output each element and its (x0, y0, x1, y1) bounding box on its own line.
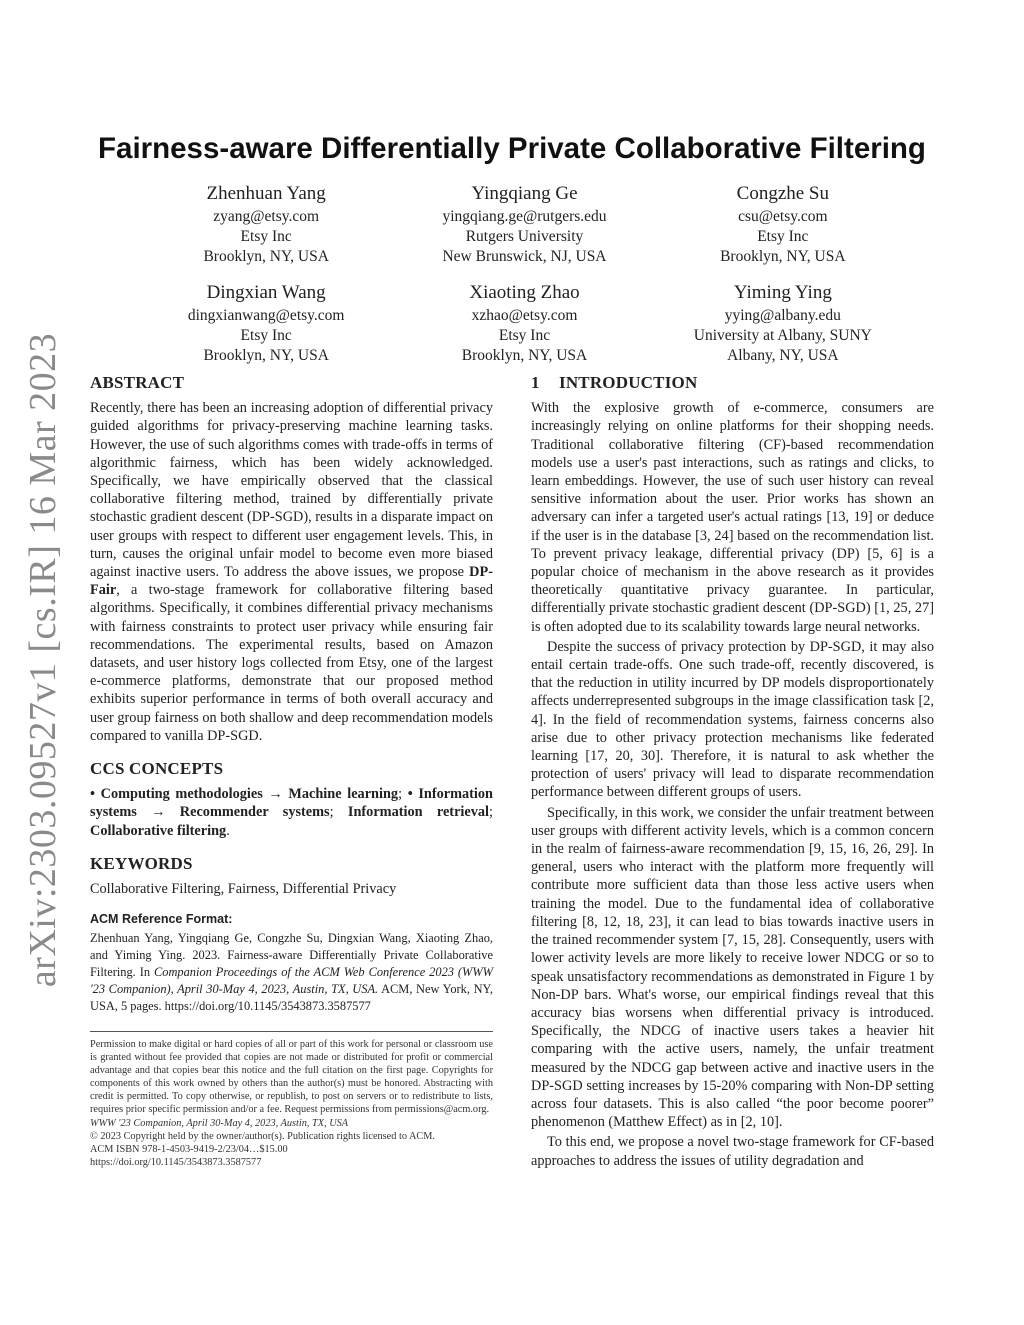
method-name: DP-Fair (90, 564, 493, 599)
ccs-separator: ; (398, 786, 408, 803)
author-affiliation: Etsy Inc (240, 327, 292, 344)
paper-title: Fairness-aware Differentially Private Collaborative Filtering (98, 132, 926, 165)
author-affiliation: Rutgers University (465, 228, 584, 245)
author-card (395, 281, 653, 366)
intro-paragraph: To this end, we propose a novel two-stage framework for CF-based approaches to address the issues of utility degradation and (531, 1134, 934, 1169)
author-card (654, 281, 912, 366)
ccs-concept: • Information systems → Recommender systems (90, 786, 493, 821)
author-affiliation: University at Albany, SUNY (693, 327, 872, 344)
ccs-end: . (226, 822, 230, 839)
acm-ref-venue: Companion Proceedings of the ACM Web Conference 2023 (WWW '23 Companion), April 30-May 4, 2023, Austin, TX, USA. (90, 965, 493, 997)
author-name: Dingxian Wang (206, 282, 326, 303)
author-name: Congzhe Su (736, 183, 829, 204)
acm-ref-heading: ACM Reference Format: (90, 912, 233, 927)
author-card (654, 182, 912, 267)
author-card (137, 281, 395, 366)
doi-line: https://doi.org/10.1145/3543873.3587577 (90, 1156, 262, 1168)
ccs-heading: CCS CONCEPTS (90, 759, 224, 779)
arxiv-stamp: arXiv:2303.09527v1 [cs.IR] 16 Mar 2023 (22, 332, 64, 988)
author-name: Yiming Ying (733, 282, 832, 303)
keywords-heading: KEYWORDS (90, 853, 193, 873)
section-number: 1 (531, 373, 540, 392)
author-card (395, 182, 653, 267)
author-email: xzhao@etsy.com (471, 307, 578, 324)
left-column (90, 374, 493, 1015)
intro-paragraph: With the explosive growth of e-commerce, consumers are increasingly relying on online platforms for their shopping needs. Traditional collaborative filtering (CF)-based recommendation models use a user's past interactions, such as ratings and clicks, to learn embeddings. However, the use of such user history can reveal sensitive information about the user. Prior works has shown an adversary can infer a targeted user's actual ratings [13, 19] or deduce if the user is in the database [3, 24] based on the recommendation list. To prevent privacy leakage, differential privacy (DP) [5, 6] is a popular choice of mechanism in the above research as it provides theoretically quantitative privacy guarantee. In particular, differentially private stochastic gradient descent (DP-SGD) [1, 25, 27] is often adopted due to its scalability towards large neural networks. (531, 400, 934, 635)
ccs-separator: ; (329, 804, 348, 821)
author-location: New Brunswick, NJ, USA (442, 248, 607, 265)
author-name: Yingqiang Ge (471, 183, 578, 204)
author-name: Zhenhuan Yang (206, 183, 326, 204)
author-affiliation: Etsy Inc (757, 228, 809, 245)
intro-paragraph: Despite the success of privacy protection by DP-SGD, it may also entail certain trade-offs. One such trade-off, recently discovered, is that the reduction in utility incurred by DP models disproportionately affects underrepresented subgroups in the image classification task [2, 4]. In the field of recommendation systems, fairness concerns also arise due to other privacy protection mechanisms like federated learning [17, 20, 30]. Therefore, it is natural to ask whether the protection of users' privacy will lead to disparate recommendation performance between different groups of users. (531, 638, 934, 801)
intro-paragraph: Specifically, in this work, we consider the unfair treatment between user groups with different activity levels, which is a common concern in the realm of fairness-aware recommendation [9, 15, 16, 26, 29]. In general, users who interact with the platform more frequently will contribute more sufficient data than those less active users when training the model. Due to the fundamental idea of collaborative filtering [8, 12, 18, 23], it can lead to bias towards inactive users in the trained recommender system [7, 15, 28]. Consequently, users with lower activity levels are more likely to receive lower NDCG or so to speak unsatisfactory recommendations as demonstrated in Figure 1 by Non-DP bars. What's worse, our empirical findings reveal that this accuracy bias worsens when differential privacy is introduced. Specifically, the NDCG of inactive users takes a heavier hit comparing with the active users, namely, the unfair treatment measured by the NDCG gap between active and inactive users in the DP-SGD setting increases by 15-20% comparing with Non-DP setting across four datasets. This is also called “the poor become poorer” phenomenon (Matthew Effect) as in [2, 10]. (531, 804, 934, 1131)
author-location: Brooklyn, NY, USA (461, 347, 588, 364)
conference-line: WWW '23 Companion, April 30-May 4, 2023, Austin, TX, USA (90, 1117, 349, 1129)
ccs-concept: Information retrieval (347, 804, 490, 821)
author-email: csu@etsy.com (738, 208, 828, 225)
footnote-rule (90, 1031, 493, 1032)
permission-block (90, 1038, 493, 1169)
author-name: Xiaoting Zhao (469, 282, 580, 303)
author-affiliation: Etsy Inc (498, 327, 551, 344)
author-email: yying@albany.edu (724, 307, 841, 324)
permission-conference (90, 1117, 493, 1130)
acm-ref-text (90, 930, 493, 1015)
ccs-concept: Collaborative filtering (90, 822, 227, 839)
acm-ref-part: ACM, New York, NY, USA, 5 pages. https://doi.org/10.1145/3543873.3587577 (90, 982, 494, 1014)
introduction-heading (531, 374, 934, 392)
copyright-line: © 2023 Copyright held by the owner/author(s). Publication rights licensed to ACM. (90, 1130, 436, 1142)
abstract-text-part: , a two-stage framework for collaborative filtering based algorithms. Specifically, it combines differential privacy mechanisms with fairness constraints to protect user privacy while ensuring fair recommendations. The experimental results, based on Amazon datasets, and user history logs collected from Etsy, one of the largest e-commerce platforms, demonstrate that our proposed method exhibits superior performance in terms of both overall accuracy and user group fairness on both shallow and deep recommendation models compared to vanilla DP-SGD. (90, 582, 493, 744)
isbn-line: ACM ISBN 978-1-4503-9419-2/23/04…$15.00 (90, 1143, 288, 1155)
keywords-text: Collaborative Filtering, Fairness, Differential Privacy (90, 881, 397, 898)
author-block (137, 182, 912, 366)
abstract-text (90, 399, 493, 745)
author-email: dingxianwang@etsy.com (187, 307, 345, 324)
section-title: INTRODUCTION (559, 373, 698, 392)
author-email: yingqiang.ge@rutgers.edu (442, 208, 607, 225)
author-location: Brooklyn, NY, USA (203, 248, 329, 265)
abstract-heading: ABSTRACT (90, 373, 185, 392)
ccs-concepts (90, 785, 493, 840)
author-email: zyang@etsy.com (213, 208, 320, 225)
ccs-concept: • Computing methodologies → Machine learning (90, 786, 399, 803)
abstract-text-part: Recently, there has been an increasing adoption of differential privacy guided algorithms for privacy-preserving machine learning tasks. However, the use of such algorithms comes with trade-offs in terms of algorithmic fairness, which has been widely acknowledged. Specifically, we have empirically observed that the classical collaborative filtering method, trained by differentially private stochastic gradient descent (DP-SGD), results in a disparate impact on user groups with respect to different user engagement levels. This, in turn, causes the original unfair model to become even more biased against inactive users. To address the above issues, we propose (90, 400, 493, 581)
author-location: Brooklyn, NY, USA (203, 347, 329, 364)
author-affiliation: Etsy Inc (240, 228, 292, 245)
right-column (531, 374, 934, 1170)
author-location: Brooklyn, NY, USA (720, 248, 846, 265)
author-location: Albany, NY, USA (727, 347, 839, 364)
acm-ref-part: Zhenhuan Yang, Yingqiang Ge, Congzhe Su, Dingxian Wang, Xiaoting Zhao, and Yiming Ying. 2023. Fairness-aware Differentially Private Collaborative Filtering. In (90, 931, 493, 980)
permission-text: Permission to make digital or hard copies of all or part of this work for personal or classroom use is granted without fee provided that copies are not made or distributed for profit or commercial advantage and that copies bear this notice and the full citation on the first page. Copyrights for components of this work owned by others than the author(s) must be honored. Abstracting with credit is permitted. To copy otherwise, or republish, to post on servers or to redistribute to lists, requires prior specific permission and/or a fee. Request permissions from permissions@acm.org. (90, 1039, 493, 1116)
ccs-separator: ; (489, 804, 493, 821)
author-card (137, 182, 395, 267)
